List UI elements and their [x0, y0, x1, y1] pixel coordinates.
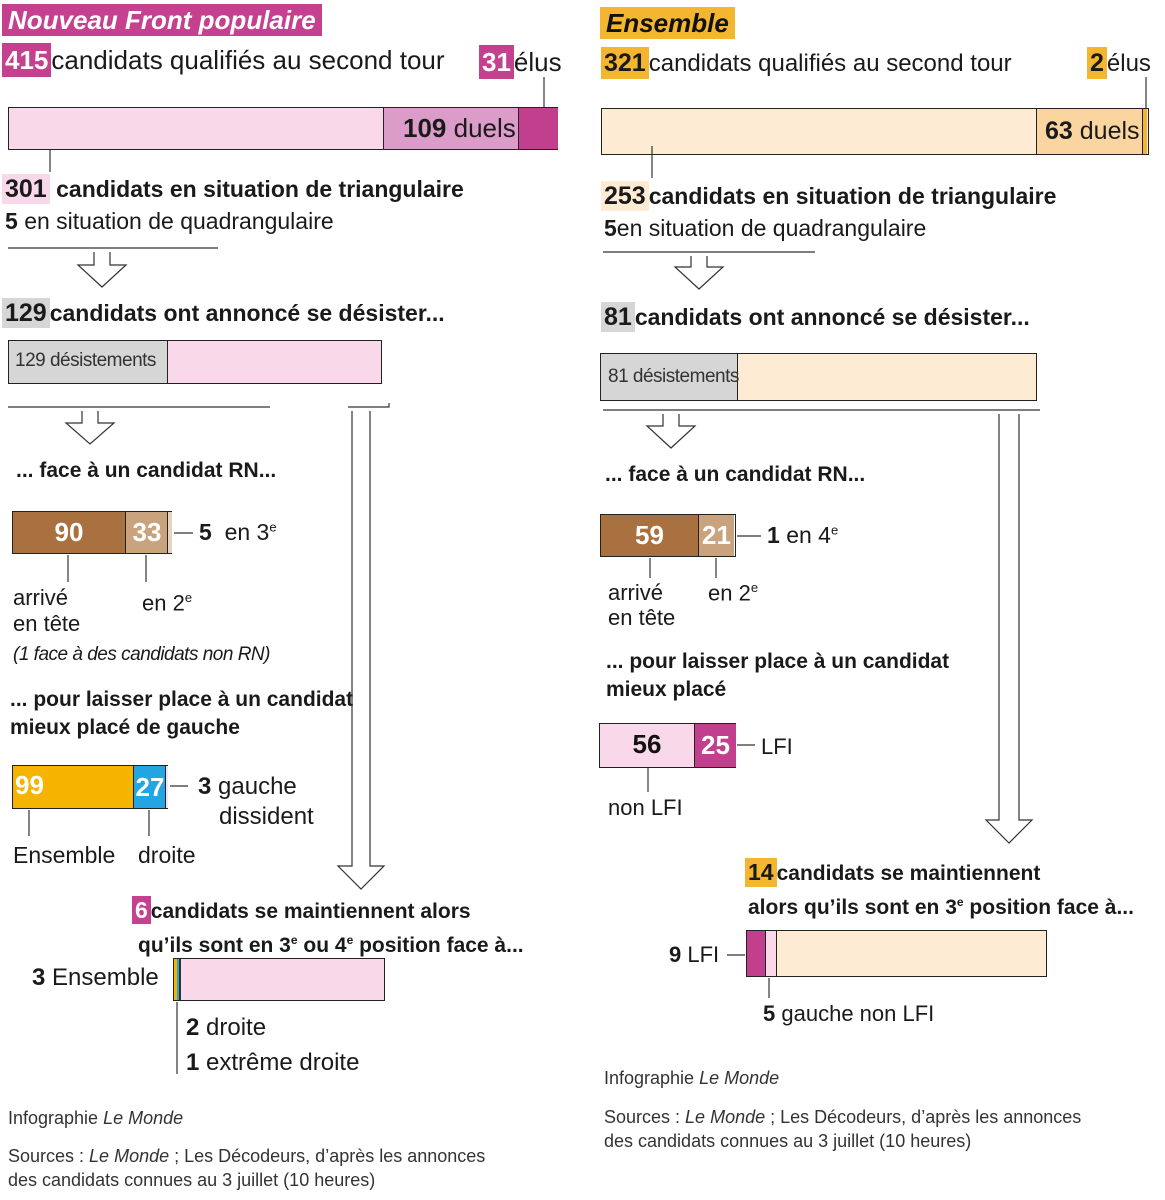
ens-duels-label: 63 duels — [1045, 117, 1140, 145]
nfp-rn-lbl-second: en 2e — [142, 590, 193, 616]
ens-lfi-lbl: LFI — [761, 734, 793, 759]
ens-mieux-header: ... pour laisser place à un candidat mieux placé — [606, 650, 950, 701]
nfp-desist-header: 129 candidats ont annoncé se désister... — [2, 298, 445, 328]
nfp-lbl-droite: droite — [138, 842, 196, 868]
nfp-qualified-text: candidats qualifiés au second tour — [51, 45, 445, 75]
nfp-qualified-num: 415 — [2, 43, 51, 77]
nfp-rn-note: (1 face à des candidats non RN) — [13, 644, 270, 665]
nfp-dissident-label: 3 gauche dissident — [198, 773, 314, 830]
nfp-arrow-long-body — [338, 411, 384, 889]
nfp-lbl-ensemble: Ensemble — [13, 842, 116, 868]
ens-triangulaire: 253 candidats en situation de triangulaire — [601, 181, 1056, 211]
ens-lfi-seg: 25 — [694, 724, 736, 767]
nfp-arrow-2 — [66, 411, 114, 444]
ens-quadrangulaire: 5en situation de quadrangulaire — [604, 215, 927, 241]
ens-title: Ensemble — [600, 7, 735, 39]
nfp-sources: Sources : Le Monde ; Les Décodeurs, d’après les annonces des candidats connues au 3 juillet (10 heures) — [8, 1146, 486, 1190]
ens-m-lfi-label: 9 LFI — [669, 942, 720, 967]
ens-maintain-header: 14 candidats se maintiennent alors qu’ils sont en 3e position face à... — [745, 858, 1134, 922]
nfp-left-header: ... pour laisser place à un candidat mieux placé de gauche — [10, 688, 354, 739]
nfp-m-ed-label: 1 extrême droite — [186, 1049, 360, 1076]
ens-rn-lbl-first: arrivé en tête — [608, 580, 676, 630]
nfp-title: Nouveau Front populaire — [2, 4, 322, 36]
ens-rn-fourth-label: 1 en 4e — [767, 522, 839, 548]
ens-sources: Sources : Le Monde ; Les Décodeurs, d’après les annonces des candidats connues au 3 juillet (10 heures) — [604, 1107, 1082, 1151]
nfp-m-droite-label: 2 droite — [186, 1014, 267, 1041]
nfp-elected-num: 31 — [479, 45, 514, 79]
ens-qualified: 321 candidats qualifiés au second tour — [601, 47, 1012, 80]
nfp-arrow-long — [348, 403, 389, 407]
nfp-m-ensemble-label: 3 Ensemble — [32, 964, 159, 991]
ens-credit: Infographie Le Monde — [604, 1068, 780, 1088]
ens-rn-first-seg: 59 — [601, 515, 698, 556]
nfp-rn-third-label: 5 en 3e — [199, 519, 277, 545]
nfp-duels-label: 109 duels — [403, 113, 516, 143]
ens-m-gauche-label: 5 gauche non LFI — [763, 1001, 935, 1026]
ens-desist-header: 81 candidats ont annoncé se désister... — [601, 302, 1030, 332]
ens-arrow-2 — [647, 414, 695, 448]
nfp-triangulaire-text: candidats en situation de triangulaire — [56, 176, 464, 202]
nfp-desist-label: 129 désistements — [15, 350, 156, 371]
nfp-quadrangulaire: 5 en situation de quadrangulaire — [5, 208, 334, 234]
nfp-rn-second-seg: 33 — [125, 512, 168, 553]
nfp-desist-num: 129 — [2, 298, 50, 328]
ens-nonlfi-seg: 56 — [600, 724, 694, 767]
ens-arrow-1 — [675, 256, 723, 289]
ens-arrow-long — [986, 414, 1032, 843]
nfp-rn-first-seg: 90 — [13, 512, 125, 553]
nfp-maintain-header: 6 candidats se maintiennent alors qu’ils sont en 3e ou 4e position face à... — [132, 896, 524, 960]
ens-elected: 2 élus — [1087, 47, 1151, 80]
nfp-elected-text: élus — [513, 47, 562, 77]
ens-desist-label: 81 désistements — [608, 366, 739, 387]
nfp-arrow-1 — [78, 252, 126, 287]
ens-nonlfi-lbl: non LFI — [608, 795, 683, 820]
ens-rn-lbl-second: en 2e — [708, 580, 759, 606]
nfp-rn-lbl-first: arrivé en tête — [13, 585, 81, 636]
nfp-rn-header: ... face à un candidat RN... — [16, 459, 277, 482]
nfp-credit: Infographie Le Monde — [8, 1108, 184, 1128]
ens-rn-second-seg: 21 — [698, 515, 734, 556]
ens-rn-header: ... face à un candidat RN... — [605, 463, 866, 486]
nfp-droite-seg: 27 — [133, 766, 166, 808]
nfp-triangulaire-num: 301 — [2, 174, 50, 204]
nfp-ensemble-seg: 99 — [13, 766, 133, 808]
